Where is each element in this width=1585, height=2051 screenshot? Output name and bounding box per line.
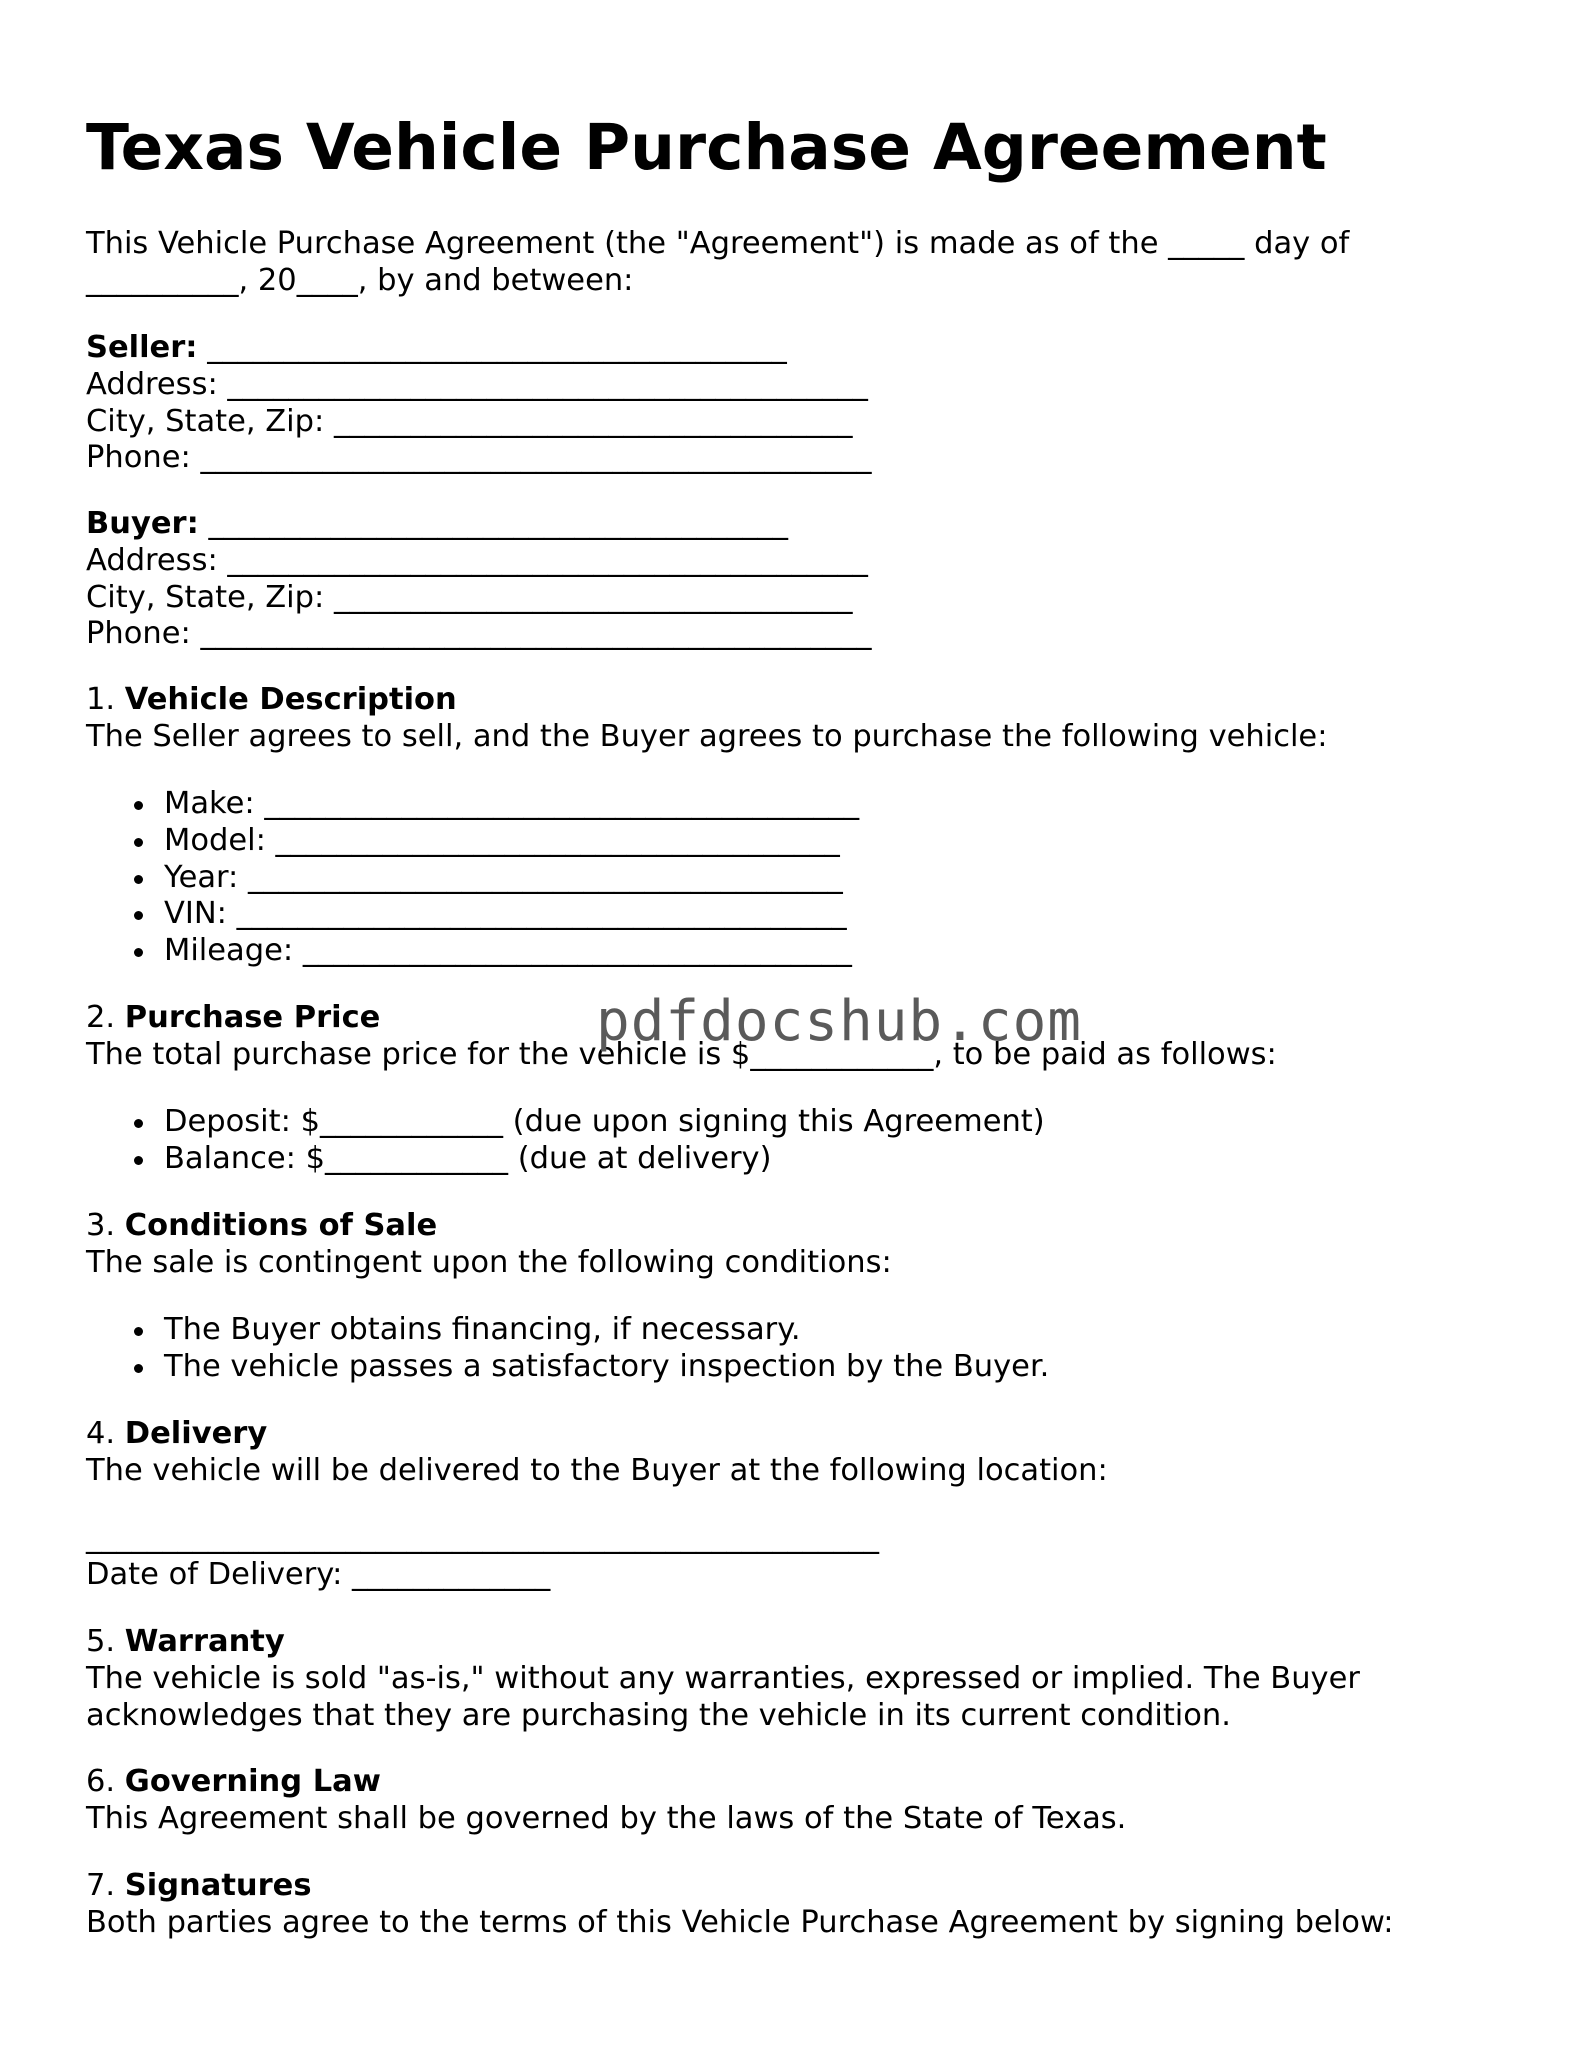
watermark: pdfdocshub.com	[596, 989, 1083, 1054]
section-7-heading	[86, 1868, 1394, 1905]
list-item-mileage: Mileage: ____________________________________	[86, 933, 859, 970]
seller-phone: Phone: ____________________________________________	[86, 440, 872, 476]
delivery-fields	[86, 1520, 879, 1594]
intro-line-2: __________, 20____, by and between:	[86, 262, 634, 298]
section-4-number: 4.	[86, 1416, 125, 1451]
section-conditions-of-sale	[86, 1208, 892, 1282]
section-7-title: Signatures	[124, 1868, 312, 1903]
delivery-date: Date of Delivery: _____________	[86, 1556, 551, 1592]
section-5-line-2: acknowledges that they are purchasing the vehicle in its current condition.	[86, 1697, 1231, 1733]
section-5-heading	[86, 1624, 1360, 1661]
buyer-phone: Phone: ____________________________________________	[86, 616, 872, 652]
section-5-number: 5.	[86, 1624, 125, 1659]
section-7-text: Both parties agree to the terms of this Vehicle Purchase Agreement by signing below:	[86, 1904, 1394, 1940]
buyer-label: Buyer:	[86, 506, 199, 541]
seller-city: City, State, Zip: __________________________________	[86, 403, 853, 439]
buyer-block	[86, 506, 871, 653]
section-3-number: 3.	[86, 1208, 125, 1243]
intro-paragraph	[86, 226, 1349, 300]
conditions-list	[86, 1312, 1049, 1386]
section-delivery	[86, 1416, 1108, 1490]
section-warranty	[86, 1624, 1360, 1734]
section-3-text: The sale is contingent upon the following conditions:	[86, 1244, 892, 1280]
section-6-heading	[86, 1764, 1126, 1801]
seller-name-line	[86, 330, 871, 367]
seller-name-blank: ______________________________________	[197, 330, 787, 365]
section-5-title: Warranty	[124, 1624, 285, 1659]
section-1-number: 1.	[86, 682, 125, 717]
section-2-title: Purchase Price	[124, 1000, 381, 1035]
page-title: Texas Vehicle Purchase Agreement	[86, 111, 1327, 184]
section-1-text: The Seller agrees to sell, and the Buyer agrees to purchase the following vehicle:	[86, 718, 1328, 754]
vehicle-fields-list	[86, 786, 859, 970]
section-6-text: This Agreement shall be governed by the laws of the State of Texas.	[86, 1800, 1127, 1836]
seller-block	[86, 330, 871, 477]
list-item-year: Year: _______________________________________	[86, 860, 859, 897]
buyer-address: Address: __________________________________________	[86, 542, 868, 578]
list-item-vin: VIN: ________________________________________	[86, 896, 859, 933]
section-1-title: Vehicle Description	[124, 682, 457, 717]
section-5-line-1: The vehicle is sold "as-is," without any warranties, expressed or implied. The Buyer	[86, 1660, 1360, 1696]
section-4-heading	[86, 1416, 1108, 1453]
list-item-financing: The Buyer obtains financing, if necessary.	[86, 1312, 1049, 1349]
list-item-balance: Balance: $____________ (due at delivery)	[86, 1141, 1045, 1178]
section-2-number: 2.	[86, 1000, 125, 1035]
section-vehicle-description	[86, 682, 1327, 756]
section-4-title: Delivery	[124, 1416, 268, 1451]
section-3-heading	[86, 1208, 892, 1245]
list-item-make: Make: _______________________________________	[86, 786, 859, 823]
intro-line-1: This Vehicle Purchase Agreement (the "Agreement") is made as of the _____ day of	[86, 226, 1350, 261]
section-1-heading	[86, 682, 1327, 719]
section-3-title: Conditions of Sale	[124, 1208, 438, 1243]
buyer-city: City, State, Zip: __________________________________	[86, 579, 853, 615]
section-2-text: The total purchase price for the vehicle is $____________, to be paid as follows:	[86, 1036, 1277, 1072]
delivery-location-blank: ____________________________________________________	[86, 1520, 879, 1555]
section-6-title: Governing Law	[124, 1764, 381, 1799]
seller-label: Seller:	[86, 330, 198, 365]
list-item-inspection: The vehicle passes a satisfactory inspection by the Buyer.	[86, 1349, 1049, 1386]
section-7-number: 7.	[86, 1868, 125, 1903]
list-item-model: Model: _____________________________________	[86, 823, 859, 860]
section-signatures	[86, 1868, 1394, 1942]
seller-address: Address: __________________________________________	[86, 366, 868, 402]
list-item-deposit: Deposit: $____________ (due upon signing this Agreement)	[86, 1104, 1045, 1141]
payment-list	[86, 1104, 1045, 1178]
section-4-text: The vehicle will be delivered to the Buyer at the following location:	[86, 1452, 1108, 1488]
buyer-name-blank: ______________________________________	[198, 506, 788, 541]
section-governing-law	[86, 1764, 1126, 1838]
section-6-number: 6.	[86, 1764, 125, 1799]
buyer-name-line	[86, 506, 871, 543]
